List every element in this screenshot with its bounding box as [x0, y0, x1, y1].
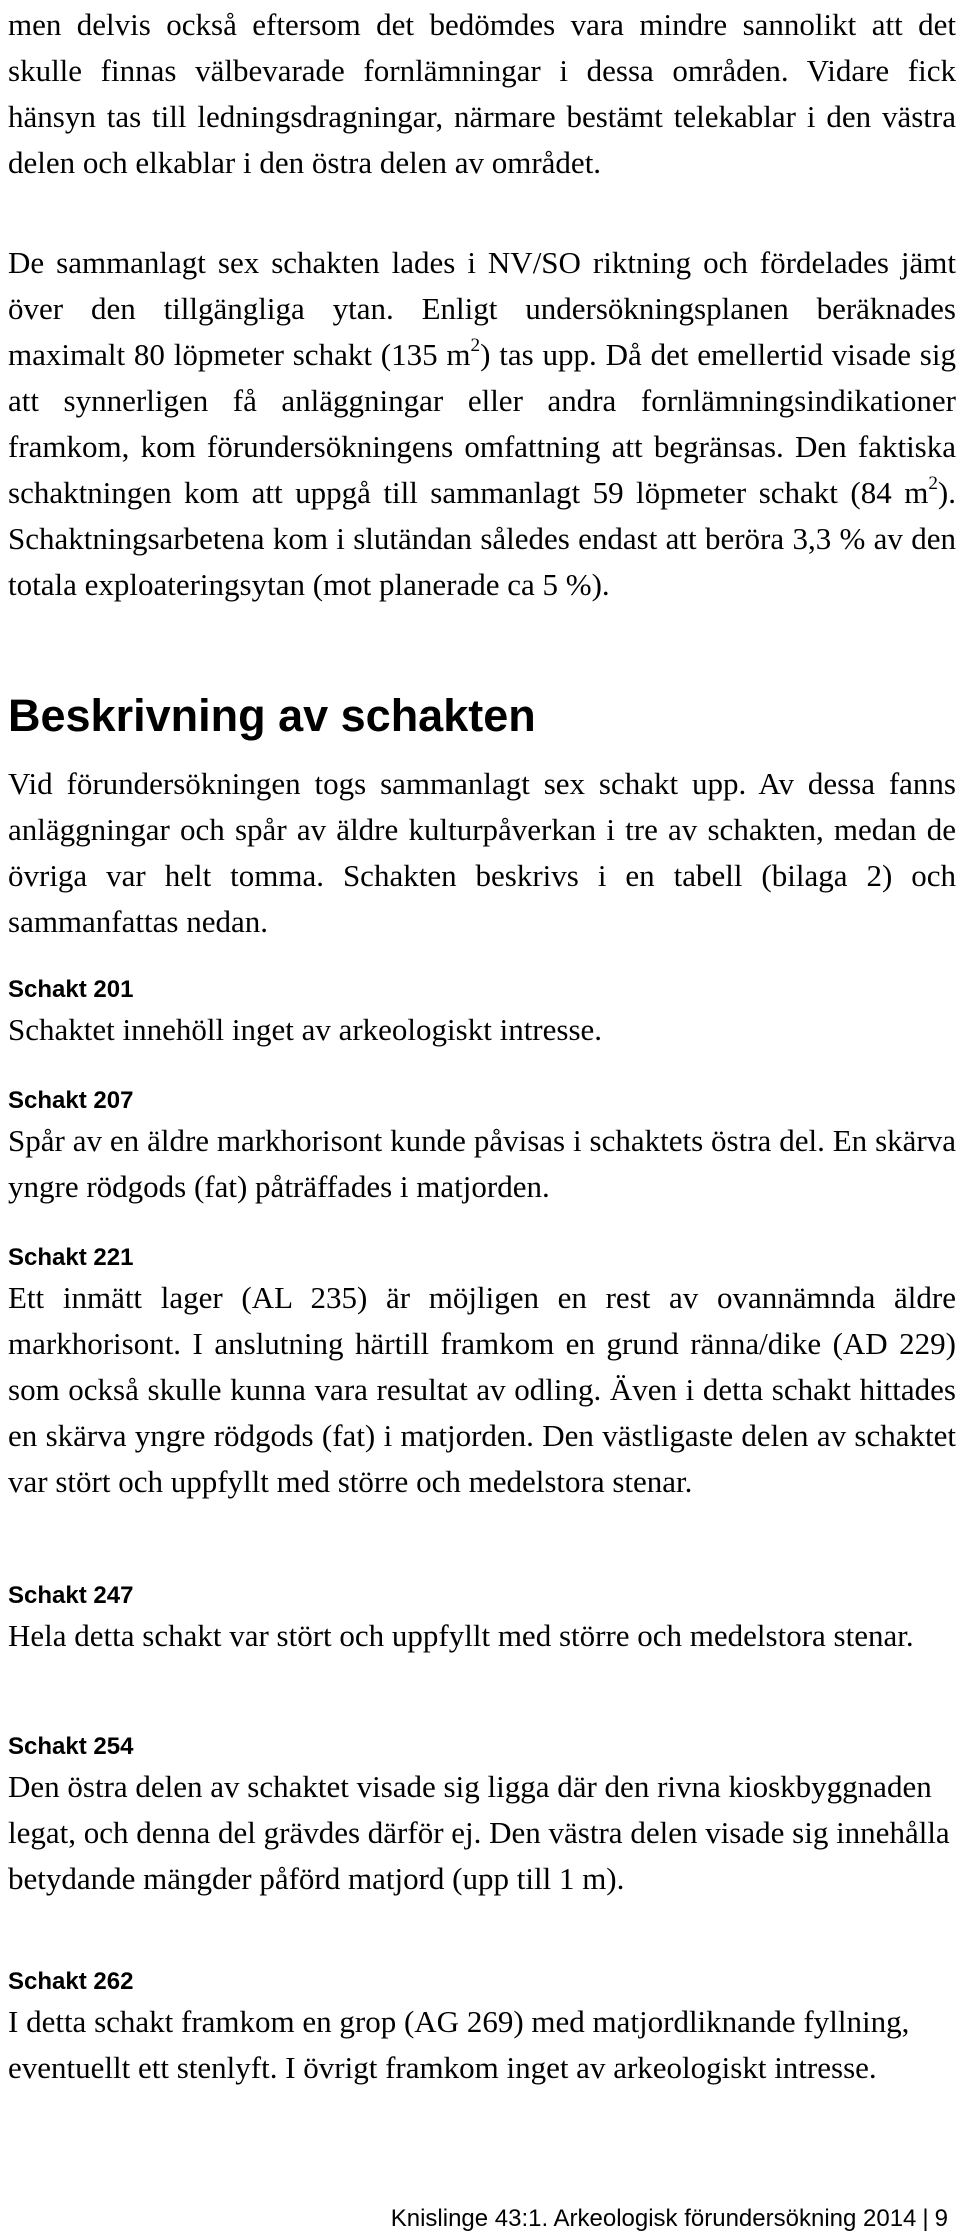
- schakt-title: Schakt 254: [8, 1733, 134, 1760]
- text-run: De sammanlagt sex schakten lades i NV/SO riktning och fördelades jämt över den tillgängliga ytan. Enligt undersökningsplanen beräknades maximalt 80 löpmeter schakt (135 m: [8, 245, 956, 372]
- schakt-text: Ett inmätt lager (AL 235) är möjligen en rest av ovannämnda äldre markhorisont. I anslutning härtill framkom en grund ränna/dike (AD 229) som också skulle kunna vara resultat av odling. Även i detta schakt hittades en skärva yngre rödgods (fat) i matjorden. Den västligaste delen av schaktet var stört och uppfyllt med större och medelstora stenar.: [8, 1280, 956, 1499]
- page-footer: [391, 2204, 948, 2234]
- schakt-text: Spår av en äldre markhorisont kunde påvisas i schaktets östra del. En skärva yngre rödgods (fat) påträffades i matjorden.: [8, 1123, 956, 1204]
- schakt-text: Schaktet innehöll inget av arkeologiskt intresse.: [8, 1012, 603, 1047]
- schakt-title: Schakt 262: [8, 1968, 134, 1995]
- schakt-title: Schakt 207: [8, 1087, 134, 1114]
- text-run: ) tas upp. Då det emellertid visade sig att synnerligen få anläggningar eller andra fornlämningsindikationer framkom, kom förundersökningens omfattning att begränsas. Den faktiska schaktningen kom att uppgå till sammanlagt 59 löpmeter schakt (84 m: [8, 337, 956, 510]
- section-heading: Beskrivning av schakten: [8, 690, 536, 741]
- footer-separator: |: [922, 2205, 929, 2232]
- schakt-title: Schakt 221: [8, 1244, 134, 1271]
- body-paragraph: men delvis också eftersom det bedömdes vara mindre sannolikt att det skulle finnas välbevarade fornlämningar i dessa områden. Vidare fick hänsyn tas till ledningsdragningar, närmare bestämt telekablar i den västra delen och elkablar i den östra delen av området.: [8, 7, 956, 180]
- schakt-title: Schakt 201: [8, 976, 134, 1003]
- schakt-title: Schakt 247: [8, 1582, 134, 1609]
- schakt-text: Den östra delen av schaktet visade sig ligga där den rivna kioskbyggnaden legat, och denna del grävdes därför ej. Den västra delen visade sig innehålla betydande mängder påförd matjord (upp till 1 m).: [8, 1769, 950, 1896]
- section-intro: Vid förundersökningen togs sammanlagt sex schakt upp. Av dessa fanns anläggningar och spår av äldre kulturpåverkan i tre av schakten, medan de övriga var helt tomma. Schakten beskrivs i en tabell (bilaga 2) och sammanfattas nedan.: [8, 766, 956, 939]
- schakt-text: Hela detta schakt var stört och uppfyllt med större och medelstora stenar.: [8, 1618, 914, 1653]
- body-paragraph: [8, 240, 956, 608]
- footer-title: Knislinge 43:1. Arkeologisk förundersökning 2014: [390, 2205, 917, 2232]
- page-number: 9: [934, 2205, 948, 2232]
- superscript: 2: [470, 334, 481, 356]
- superscript: 2: [928, 472, 938, 494]
- schakt-text: I detta schakt framkom en grop (AG 269) med matjordliknande fyllning, eventuellt ett stenlyft. I övrigt framkom inget av arkeologiskt intresse.: [8, 2004, 910, 2085]
- text-run: ). Schaktningsarbetena kom i slutändan således endast att beröra 3,3 % av den totala exploateringsytan (mot planerade ca 5 %).: [8, 475, 956, 602]
